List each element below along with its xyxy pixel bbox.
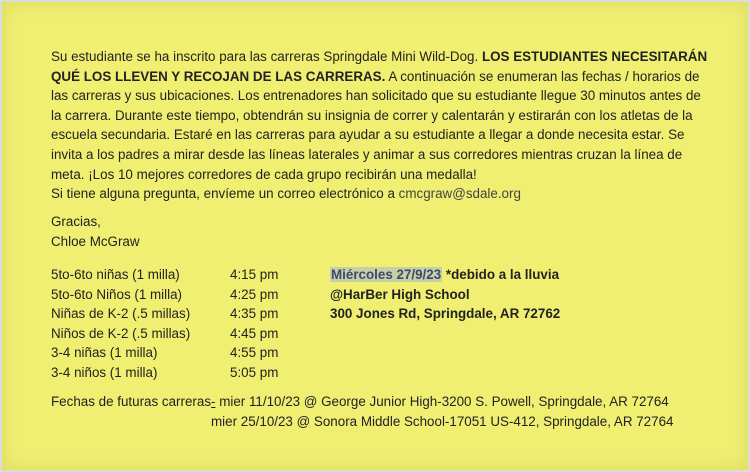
schedule-times [230,265,278,383]
schedule-time: 5:05 pm [230,364,279,380]
schedule-group: 3-4 niños (1 milla) [51,364,158,380]
signoff [51,212,140,252]
schedule-group: 3-4 niñas (1 milla) [51,345,158,361]
intro-paragraph [51,47,711,204]
venue-address: 300 Jones Rd, Springdale, AR 72762 [330,306,561,322]
venue-school: @HarBer High School [330,286,470,302]
future-dash: - [211,394,216,409]
intro-bold-notice: LOS ESTUDIANTES NECESITARÁN QUÉ LOS LLEVEN Y RECOJAN DE LAS CARRERAS. [51,49,708,84]
schedule-group: Niños de K-2 (.5 millas) [51,325,191,341]
future-line-1: mier 11/10/23 @ George Junior High-3200 S. Powell, Springdale, AR 72764 [215,394,669,409]
schedule-groups [51,265,190,383]
intro-text-2: A continuación se enumeran las fechas / horarios de las carreras y sus ubicaciones. Los entrenadores han solicitado que su estudiante llegue 30 minutos antes de la carrera. Durante este tiempo, obtendrán su insignia de correr y calentarán y estirarán con los atletas de la escuela secundaria. Estaré en las carreras para ayudar a su estudiante a llegar a donde necesita estar. Se invita a los padres a mirar desde las líneas laterales y animar a sus corredores mientras cruzan la línea de meta. ¡Los 10 mejores corredores de cada grupo recibirán una medalla! [51,68,701,182]
schedule-group: 5to-6to niñas (1 milla) [51,267,180,282]
schedule-time: 4:35 pm [230,306,279,322]
intro-text-1: Su estudiante se ha inscrito para las carreras Springdale Mini Wild-Dog. [51,49,479,64]
future-line-2: mier 25/10/23 @ Sonora Middle School-17051 US-412, Springdale, AR 72764 [211,413,674,429]
schedule-time: 4:45 pm [230,325,279,341]
future-label: Fechas de futuras carreras [51,394,212,409]
schedule-group: 5to-6to Niños (1 milla) [51,286,182,302]
schedule-time: 4:25 pm [230,286,279,302]
schedule-group: Niñas de K-2 (.5 millas) [51,306,191,322]
venue-info [330,265,560,324]
future-races [51,392,673,431]
flyer-card [2,2,748,470]
signoff-name: Chloe McGraw [51,234,140,249]
schedule-time: 4:55 pm [230,345,279,361]
venue-date: Miércoles 27/9/23 [331,267,442,282]
venue-note: *debido a la lluvia [442,267,560,282]
contact-email: cmcgraw@sdale.org [398,186,521,202]
contact-text: Si tiene alguna pregunta, envíeme un correo electrónico a [51,186,395,202]
schedule-time: 4:15 pm [230,267,279,282]
signoff-thanks: Gracias, [51,214,101,229]
